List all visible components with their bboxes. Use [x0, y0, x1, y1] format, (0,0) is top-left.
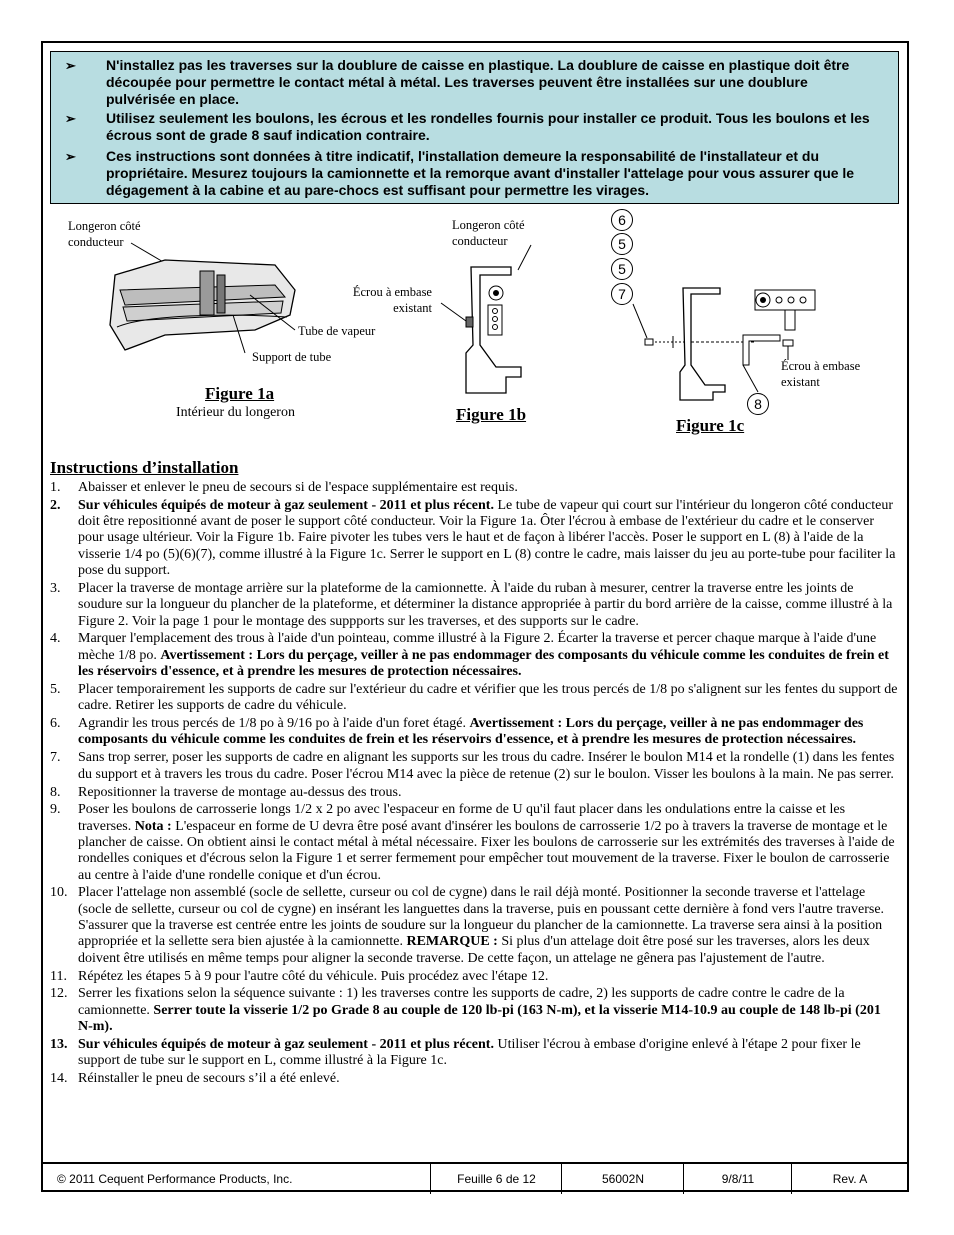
step-number: 9. [50, 802, 61, 818]
step-number: 4. [50, 631, 61, 647]
step-text: Repositionner la traverse de montage au-dessus des trous. [78, 784, 402, 800]
step-text-bold: Nota : [134, 818, 172, 834]
step-text-bold: Sur véhicules équipés de moteur à gaz seulement - 2011 et plus récent. [78, 1036, 494, 1052]
step-text: Si plus d'un attelage doit être posé sur les traverses, alors les deux doivent être utilisés en même temps pour aligner la seconde traverse. De cette façon, un attelage ne gênera pas l'ajustement de l'autre. [78, 934, 870, 966]
step-number: 1. [50, 480, 61, 495]
step-number: 12. [50, 986, 68, 1002]
arrow-bullet-icon: ➢ [65, 58, 76, 73]
notice-item: Ces instructions sont données à titre indicatif, l'installation demeure la responsabilité de l'installateur et du propriétaire. Mesurez toujours la camionnette et la remorque avant d'installer l'attelage pour vous assurer que le dégagement à la cabine et au pare-chocs est suffisant pour permettre les virages. [106, 148, 855, 198]
footer-copyright: © 2011 Cequent Performance Products, Inc. [57, 1172, 293, 1186]
arrow-bullet-icon: ➢ [65, 149, 76, 164]
step-text-bold: Serrer toute la visserie 1/2 po Grade 8 au couple de 120 lb-pi (163 N-m), et la visserie M14-10.9 au couple de 148 lb-pi (201 N-m). [78, 1002, 881, 1035]
step-text: L'espaceur en forme de U devra être posé avant d'insérer les boulons de carrosserie 1/2 po à travers la traverse de montage et le plancher de caisse. On obtient ainsi le contact métal à métal nécessaire. Fixer les boulons de carrosserie sur les extrémités des traverses à l'aide de rondelles coniques et d'écrous selon la Figure 1 et serrer fermement pour empêcher tout mouvement de la traverse. Fixer le boulon de carrosserie au centre à l'aide d'une rondelle conique et d'un écrou. [78, 818, 895, 883]
step-number: 13. [50, 1036, 68, 1052]
instruction-step [50, 1037, 898, 1070]
instruction-step [50, 581, 898, 630]
step-text: Placer la traverse de montage arrière sur la plateforme de la camionnette. À l'aide du ruban à mesurer, centrer la traverse entre les joints de soudure sur la longueur du plancher de la plateforme, et déterminer la distance appropriée à partir du bord arrière de la caisse, comme illustré à la Figure 2. Voir la page 1 pour le montage des suppports sur les traverses, et des supports sur le cadre. [78, 580, 893, 629]
instruction-step [50, 986, 898, 1035]
warning-notice-box [50, 51, 899, 204]
fig1c-nut-label: Écrou à embase existant [781, 359, 861, 389]
fig1a-rail-illustration [105, 235, 305, 360]
step-text-bold: Avertissement : Lors du perçage, veiller à ne pas endommager des composants du véhicule comme les conduites de frein et les réservoirs d'essence, et à prendre les mesures de protection nécessaires. [78, 716, 864, 748]
fig1a-rail-label: Longeron côté conducteur [68, 219, 141, 249]
callout-6: 6 [611, 209, 633, 231]
figure-1a-subcaption: Intérieur du longeron [176, 405, 295, 420]
instruction-step [50, 802, 898, 883]
footer-date: 9/8/11 [683, 1164, 792, 1194]
step-text: Sans trop serrer, poser les supports de cadre en alignant les supports sur les trous du cadre. Insérer le boulon M14 et la rondelle (1) dans les fentes du support et à travers les trous du cadre. Poser l'écrou M14 avec la pièce de retenue (2) sur le boulon. Visser les boulons à la main. Ne pas serrer. [78, 750, 895, 782]
figure-1b-caption: Figure 1b [456, 405, 527, 424]
step-number: 2. [50, 497, 61, 513]
instruction-step [50, 969, 898, 985]
fig1b-frame-illustration [436, 245, 536, 395]
instruction-step [50, 750, 898, 783]
instruction-step [50, 498, 898, 579]
instruction-step [50, 682, 898, 715]
fig1b-nut-label: Écrou à embase existant [352, 285, 432, 315]
step-text-bold: REMARQUE : [406, 934, 498, 950]
callout-5: 5 [611, 233, 633, 255]
fig1b-rail-label: Longeron côté conducteur [452, 218, 525, 248]
step-text: Réinstaller le pneu de secours s’il a été enlevé. [78, 1071, 340, 1087]
instructions-list [50, 480, 898, 1089]
instructions-title: Instructions d’installation [50, 458, 239, 477]
notice-item: Utilisez seulement les boulons, les écrous et les rondelles fournis pour installer ce produit. Tous les boulons et les écrous sont de grade 8 sauf indication contraire. [106, 110, 870, 143]
step-number: 3. [50, 580, 61, 596]
step-text: Poser les boulons de carrosserie longs 1/2 x 2 po avec l'espaceur en forme de U qu'il faut placer dans les ondulations entre la caisse et les traverses. [78, 802, 846, 834]
step-number: 11. [50, 968, 67, 984]
footer-part-number: 56002N [561, 1164, 684, 1194]
footer-sheet: Feuille 6 de 12 [430, 1164, 562, 1194]
instruction-step [50, 631, 898, 680]
step-number: 7. [50, 750, 61, 766]
figure-1a-caption: Figure 1a [205, 384, 275, 403]
callout-5: 5 [611, 258, 633, 280]
step-text: Le tube de vapeur qui court sur l'intérieur du longeron côté conducteur doit être repositionné avant de poser le support côté conducteur. Voir la Figure 1a. Ôter l'écrou à embase de l'extérieur du cadre et le conserver pour usage ultérieur. Voir la Figure 1b. Faire pivoter les tubes vers le haut et de façon à libérer l'accès. Poser le support en L (8) à l'aide de la visserie 1/4 po (5)(6)(7), comme illustré à la Figure 1c. Serrer le support en L (8) contre le cadre, mais laisser du jeu au porte-tube pour faciliter la pose du support. [78, 497, 896, 579]
page-footer [41, 1162, 909, 1194]
step-text: Placer temporairement les supports de cadre sur l'extérieur du cadre et vérifier que les trous percés de 1/8 po s'alignent sur les fentes du support de cadre. Retirer les supports de cadre du véhicule. [78, 681, 898, 714]
step-text: Agrandir les trous percés de 1/8 po à 9/16 po à l'aide d'un foret étagé. [78, 716, 470, 732]
fig1a-tube-label: Tube de vapeur [298, 324, 376, 338]
figure-1c-caption: Figure 1c [676, 416, 745, 435]
callout-7: 7 [611, 283, 633, 305]
step-text: Marquer l'emplacement des trous à l'aide d'un pointeau, comme illustré à la Figure 2. Écarter la traverse et percer chaque marque à l'aide d'une mèche 1/8 po. [78, 631, 877, 663]
fig1c-assembly-illustration [625, 280, 825, 415]
step-number: 5. [50, 681, 61, 697]
arrow-bullet-icon: ➢ [65, 111, 76, 126]
instruction-step [50, 480, 898, 496]
instruction-step [50, 716, 898, 749]
step-number: 14. [50, 1071, 68, 1087]
footer-revision: Rev. A [791, 1164, 908, 1194]
fig1a-support-label: Support de tube [252, 350, 332, 364]
step-number: 6. [50, 716, 61, 732]
step-text: Placer l'attelage non assemblé (socle de sellette, curseur ou col de cygne) dans le rail déjà monté. Positionner la seconde traverse et l'attelage (socle de sellette, curseur ou col de cygne) en insérant les languettes dans la traverse, puis en poussant cette dernière à fond vers l'autre traverse. S'assurer que la traverse est centrée entre les joints de soudure sur la longueur du plancher de la camionnette. La traverse sera ainsi à la position appropriée et la sellette sera bien ajustée à la camionnette. [78, 885, 885, 950]
instruction-step [50, 885, 898, 966]
step-text-bold: Sur véhicules équipés de moteur à gaz seulement - 2011 et plus récent. [78, 497, 494, 513]
notice-item: N'installez pas les traverses sur la doublure de caisse en plastique. La doublure de caisse en plastique doit être découpée pour permettre le contact métal à métal. Les traverses peuvent être installées sur une doublure pulvérisée en place. [106, 57, 850, 107]
instruction-step [50, 1071, 898, 1087]
callout-8: 8 [747, 393, 769, 415]
instruction-step [50, 785, 898, 801]
step-text: Répétez les étapes 5 à 9 pour l'autre côté du véhicule. Puis procédez avec l'étape 12. [78, 968, 549, 984]
step-text: Utiliser l'écrou à embase d'origine enlevé à l'étape 2 pour fixer le support de tube sur le support en L, comme illustré à la Figure 1c. [78, 1036, 861, 1069]
step-text-bold: Avertissement : Lors du perçage, veiller à ne pas endommager des composants du véhicule comme les conduites de frein et les réservoirs d'essence, et à prendre les mesures de protection nécessaires. [78, 647, 889, 680]
step-text: Abaisser et enlever le pneu de secours si de l'espace supplémentaire est requis. [78, 480, 518, 495]
step-number: 10. [50, 885, 68, 901]
step-text: Serrer les fixations selon la séquence suivante : 1) les traverses contre les supports de cadre, 2) les supports de cadre contre le cadre de la camionnette. [78, 986, 845, 1018]
step-number: 8. [50, 784, 61, 800]
